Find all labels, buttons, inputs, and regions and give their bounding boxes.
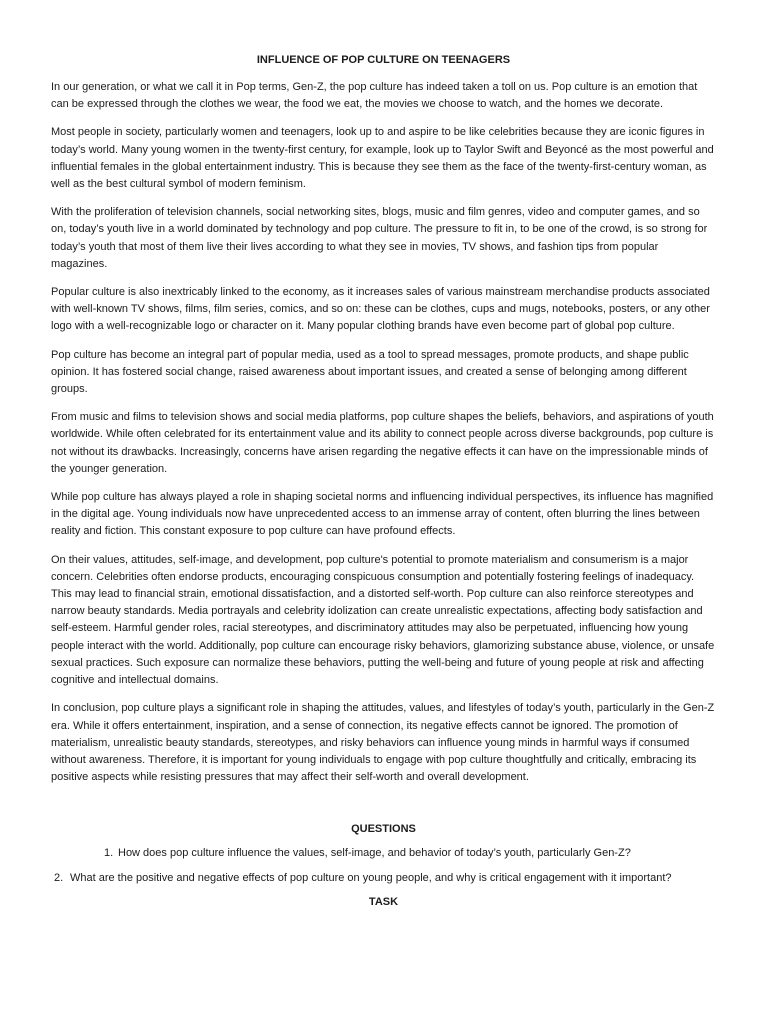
question-text: How does pop culture influence the values, self-image, and behavior of today’s youth, particularly Gen-Z? xyxy=(118,847,631,860)
task-heading: TASK xyxy=(368,895,399,908)
paragraph-effects: On their values, attitudes, self-image, and development, pop culture's potential to promote materialism and consumerism is a major concern. Celebrities often endorse products, encouraging conspicuous consumption and potentially fostering feelings of inadequacy. This may lead to financial strain, emotional dissatisfaction, and a distorted self-worth. Pop culture can also reinforce stereotypes and narrow beauty standards. Media portrayals and celebrity idolization can create unrealistic expectations, affecting body satisfaction and self-esteem. Harmful gender roles, racial stereotypes, and discriminatory attitudes may also be perpetuated, influencing how young people interact with the world. Additionally, pop culture can encourage risky behaviors, glamorizing substance abuse, violence, or unsafe sexual practices. Such exposure can normalize these behaviors, putting the well-being and future of young people at risk and affecting cognitive and intellectual domains. xyxy=(51,553,715,687)
questions-list xyxy=(51,845,716,886)
question-item xyxy=(51,845,716,862)
paragraph-worldwide: From music and films to television shows and social media platforms, pop culture shapes the beliefs, behaviors, and aspirations of youth worldwide. While often celebrated for its entertainment value and its ability to connect people across diverse backgrounds, pop culture is not without its drawbacks. Increasingly, concerns have arisen regarding the negative effects it can have on the impressionable minds of the younger generation. xyxy=(51,411,714,475)
paragraph-economy: Popular culture is also inextricably linked to the economy, as it increases sales of various mainstream merchandise products associated with well-known TV shows, films, film series, comics, and so on: these can be clothes, cups and mugs, notebooks, posters, or any other logo with a well-recognizable logo or character on it. Many popular clothing brands have even become part of global pop culture. xyxy=(51,286,710,333)
question-item xyxy=(51,870,716,887)
question-number: 2. xyxy=(54,871,64,884)
paragraph-intro: In our generation, or what we call it in Pop terms, Gen-Z, the pop culture has indeed taken a toll on us. Pop culture is an emotion that can be expressed through the clothes we wear, the food we eat, the movies we choose to watch, and the homes we decorate. xyxy=(51,81,698,111)
paragraph-digital-age: While pop culture has always played a role in shaping societal norms and influencing individual perspectives, its influence has magnified in the digital age. Young individuals now have unprecedented access to an immense array of content, often blurring the lines between reality and fiction. This constant exposure to pop culture can have profound effects. xyxy=(51,491,714,538)
question-number: 1. xyxy=(104,847,114,860)
paragraph-celebrities: Most people in society, particularly women and teenagers, look up to and aspire to be like celebrities because they are iconic figures in today’s world. Many young women in the twenty-first century, for example, look up to Taylor Swift and Beyoncé as the most powerful and influential females in the global entertainment industry. This is because they see them as the face of the twenty-first-century woman, as well as the best cultural symbol of modern feminism. xyxy=(51,126,714,191)
document-title: INFLUENCE OF POP CULTURE ON TEENAGERS xyxy=(256,54,511,66)
paragraph-media: Pop culture has become an integral part of popular media, used as a tool to spread messages, promote products, and shape public opinion. It has fostered social change, raised awareness about important issues, and created a sense of belonging among different groups. xyxy=(51,348,689,396)
paragraph-conclusion: In conclusion, pop culture plays a significant role in shaping the attitudes, values, and lifestyles of today’s youth, particularly in the Gen-Z era. While it offers entertainment, inspiration, and a sense of connection, its negative effects cannot be ignored. The promotion of materialism, unrealistic beauty standards, stereotypes, and risky behaviors can influence young minds in harmful ways if consumed without awareness. Therefore, it is important for young individuals to engage with pop culture thoughtfully and critically, embracing its positive aspects while resisting pressures that may affect their self-worth and overall development. xyxy=(51,702,715,784)
question-text: What are the positive and negative effects of pop culture on young people, and why is critical engagement with it important? xyxy=(70,871,672,884)
paragraph-technology: With the proliferation of television channels, social networking sites, blogs, music and film genres, video and computer games, and so on, today’s youth live in a world dominated by technology and pop culture. The pressure to fit in, to be one of the crowd, is so strong for today’s youth that most of them live their lives according to what they see in movies, TV shows, and fashion tips from popular magazines. xyxy=(51,206,708,270)
questions-heading: QUESTIONS xyxy=(351,823,416,836)
